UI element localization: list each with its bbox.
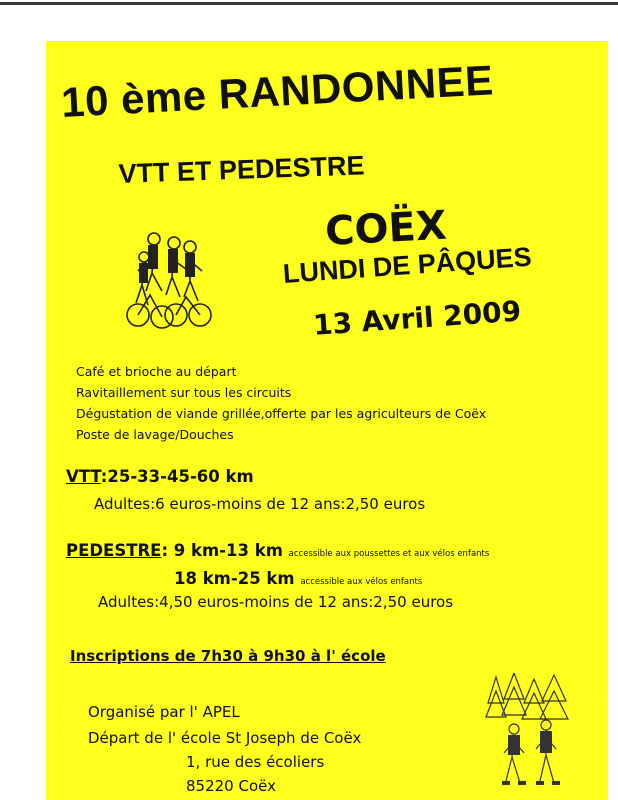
vtt-distances: [66, 467, 254, 486]
vtt-price: Adultes:6 euros-moins de 12 ans:2,50 euros: [94, 495, 426, 513]
service-item: Café et brioche au départ: [76, 364, 237, 379]
pedestre-distance-values: : 9 km-13 km: [161, 541, 283, 560]
vtt-distance-values: :25-33-45-60 km: [100, 467, 254, 486]
flyer-title: 10 ème RANDONNEE: [60, 56, 495, 126]
inscriptions-info: Inscriptions de 7h30 à 9h30 à l' école: [70, 647, 386, 665]
organizer-line: Organisé par l' APEL: [88, 703, 240, 721]
pedestre-distances: [66, 541, 489, 560]
event-date: 13 Avril 2009: [312, 294, 523, 342]
cyclists-illustration: [124, 211, 214, 331]
scan-edge-line: [0, 2, 618, 5]
vtt-label: VTT: [66, 467, 101, 486]
flyer-subtitle: VTT ET PEDESTRE: [118, 150, 365, 189]
pedestre-note-1: accessible aux poussettes et aux vélos enfants: [288, 549, 490, 559]
address-street: 1, rue des écoliers: [186, 753, 325, 771]
pedestre-price: Adultes:4,50 euros-moins de 12 ans:2,50 euros: [98, 593, 454, 611]
walkers-illustration: [484, 673, 574, 789]
town-name: COËX: [324, 202, 448, 255]
holiday-name: LUNDI DE PÂQUES: [282, 241, 533, 289]
service-item: Ravitaillement sur tous les circuits: [76, 385, 292, 400]
flyer: [46, 41, 608, 800]
pedestre-label: PEDESTRE: [66, 541, 162, 560]
services-list: [76, 361, 486, 445]
pedestre-distance-values-2: 18 km-25 km: [174, 569, 295, 588]
service-item: Poste de lavage/Douches: [76, 427, 234, 442]
address-city: 85220 Coëx: [186, 777, 276, 795]
pedestre-distances-2: [174, 569, 422, 588]
service-item: Dégustation de viande grillée,offerte par les agriculteurs de Coëx: [76, 406, 487, 421]
departure-line: Départ de l' école St Joseph de Coëx: [88, 729, 362, 747]
pedestre-note-2: accessible aux vélos enfants: [300, 577, 423, 587]
